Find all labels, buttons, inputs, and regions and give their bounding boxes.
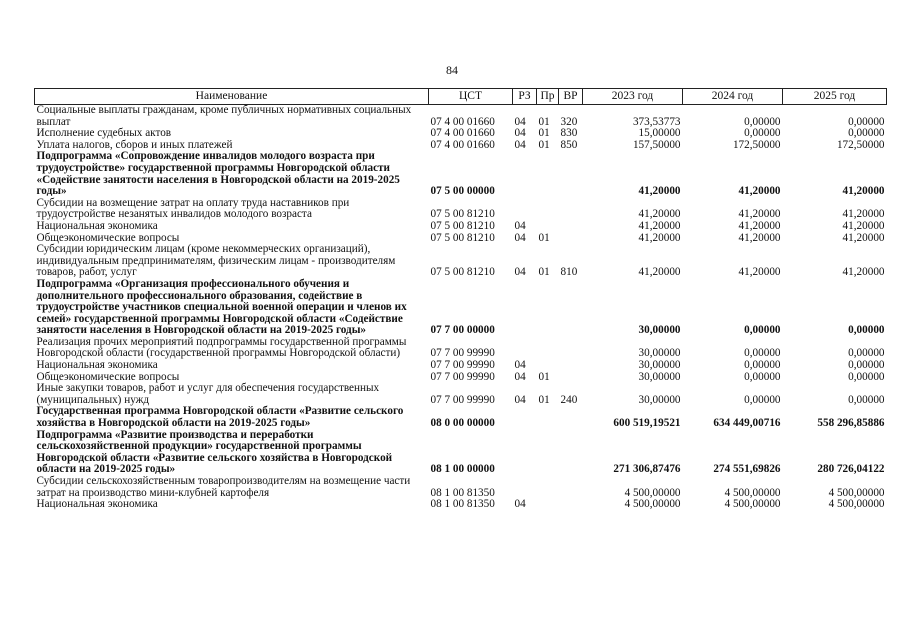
cell-cst: 08 1 00 81350	[430, 486, 495, 499]
cell-vr	[559, 360, 583, 372]
cell-rz: 04	[514, 498, 526, 511]
table-header	[35, 89, 887, 105]
cell-name: Иные закупки товаров, работ и услуг для обеспечения государственных (муниципальных) нужд	[36, 382, 380, 406]
cell-2025: 0,00000	[848, 127, 885, 140]
cell-2025: 41,20000	[842, 231, 885, 244]
cell-name: Субсидии юридическим лицам (кроме некоммерческих организаций), индивидуальным предпринимателям, физическим лицам - производителям товаров, работ, услуг	[36, 243, 396, 279]
cell-2023: 600 519,19521	[613, 417, 681, 430]
cell-2024: 41,20000	[738, 266, 781, 279]
cell-cst: 07 5 00 81210	[430, 208, 495, 221]
table-row	[35, 499, 887, 511]
cell-2024: 4 500,00000	[724, 486, 781, 499]
cell-2023: 30,00000	[638, 324, 681, 337]
cell-2024: 274 551,69826	[713, 463, 781, 476]
header-rz: РЗ	[513, 89, 537, 105]
table-body	[35, 105, 887, 511]
cell-rz	[513, 476, 537, 499]
cell-cst: 07 4 00 01660	[430, 115, 495, 128]
cell-2025: 41,20000	[842, 266, 885, 279]
cell-2025: 4 500,00000	[828, 486, 885, 499]
cell-rz: 04	[514, 115, 526, 128]
cell-2023: 4 500,00000	[624, 486, 681, 499]
cell-name: Общеэкономические вопросы	[36, 231, 180, 244]
cell-rz	[513, 430, 537, 476]
cell-pr: 01	[538, 370, 550, 383]
cell-2023: 30,00000	[638, 370, 681, 383]
cell-name: Подпрограмма «Сопровождение инвалидов молодого возраста при трудоустройстве» государственной программы Новгородской области «Содействие занятости населения в Новгородской области на 2019-2025 годы»	[36, 150, 400, 198]
cell-vr	[559, 499, 583, 511]
cell-2025: 0,00000	[848, 359, 885, 372]
cell-2023: 30,00000	[638, 393, 681, 406]
cell-2023: 41,20000	[638, 219, 681, 232]
cell-rz: 04	[514, 370, 526, 383]
cell-2025: 0,00000	[848, 347, 885, 360]
table-row	[35, 360, 887, 372]
cell-pr: 01	[538, 231, 550, 244]
cell-rz: 04	[514, 138, 526, 151]
cell-vr	[559, 406, 583, 429]
cell-rz: 04	[514, 266, 526, 279]
cell-2023: 30,00000	[638, 347, 681, 360]
cell-name: Социальные выплаты гражданам, кроме публичных нормативных социальных выплат	[36, 104, 412, 128]
cell-vr	[559, 151, 583, 197]
cell-2024: 0,00000	[744, 324, 781, 337]
table-row	[35, 105, 887, 129]
cell-2025: 0,00000	[848, 324, 885, 337]
cell-vr	[559, 221, 583, 233]
cell-2024: 634 449,00716	[713, 417, 781, 430]
cell-2023: 41,20000	[638, 185, 681, 198]
cell-rz: 04	[514, 219, 526, 232]
cell-2024: 0,00000	[744, 359, 781, 372]
cell-cst: 07 5 00 81210	[430, 219, 495, 232]
cell-cst: 07 4 00 01660	[430, 127, 495, 140]
cell-pr: 01	[538, 127, 550, 140]
cell-2024: 41,20000	[738, 208, 781, 221]
cell-pr	[537, 476, 559, 499]
cell-2025: 0,00000	[848, 393, 885, 406]
cell-2023: 271 306,87476	[613, 463, 681, 476]
cell-2023: 373,53773	[632, 115, 681, 128]
header-name: Наименование	[35, 89, 429, 105]
cell-name: Уплата налогов, сборов и иных платежей	[36, 138, 233, 151]
cell-rz	[513, 337, 537, 360]
cell-cst: 07 5 00 81210	[430, 231, 495, 244]
page-number: 84	[446, 63, 458, 77]
cell-pr	[537, 198, 559, 221]
cell-2025: 41,20000	[842, 185, 885, 198]
cell-name: Субсидии на возмещение затрат на оплату труда наставников при трудоустройстве незанятых инвалидов молодого возраста	[36, 196, 350, 221]
cell-2024: 41,20000	[738, 185, 781, 198]
table-row	[35, 406, 887, 429]
cell-rz	[513, 279, 537, 337]
cell-pr	[537, 337, 559, 360]
cell-cst: 07 4 00 01660	[430, 138, 495, 151]
table-row	[35, 476, 887, 499]
cell-2024: 0,00000	[744, 115, 781, 128]
cell-2023: 15,00000	[638, 127, 681, 140]
cell-cst: 08 1 00 81350	[430, 498, 495, 511]
cell-pr	[537, 499, 559, 511]
cell-name: Государственная программа Новгородской области «Развитие сельского хозяйства в Новгородской области на 2019-2025 годы»	[36, 405, 404, 430]
cell-vr: 320	[560, 115, 578, 128]
cell-name: Подпрограмма «Организация профессионального обучения и дополнительного профессионального образования, содействие в трудоустройстве участников специальной военной операции и членов их семей» государственной программы Новгородской области «Содействие занятости населения в Новгородской области на 2019-2025 годы»	[36, 277, 407, 337]
cell-pr	[537, 360, 559, 372]
cell-rz	[513, 198, 537, 221]
cell-vr	[559, 372, 583, 384]
cell-cst: 08 1 00 00000	[430, 463, 495, 476]
table-row	[35, 279, 887, 337]
cell-2025: 4 500,00000	[828, 498, 885, 511]
cell-cst: 07 7 00 99990	[430, 370, 495, 383]
cell-cst: 07 5 00 81210	[430, 266, 495, 279]
cell-vr: 240	[560, 393, 578, 406]
cell-2024: 0,00000	[744, 127, 781, 140]
cell-rz: 04	[514, 127, 526, 140]
table-row	[35, 337, 887, 360]
cell-vr	[559, 233, 583, 245]
cell-vr: 850	[560, 138, 578, 151]
table-row	[35, 151, 887, 197]
cell-2024: 41,20000	[738, 231, 781, 244]
cell-vr	[559, 279, 583, 337]
cell-2024: 172,50000	[732, 138, 781, 151]
cell-rz: 04	[514, 393, 526, 406]
cell-pr: 01	[538, 393, 550, 406]
cell-2025: 41,20000	[842, 219, 885, 232]
cell-2023: 41,20000	[638, 208, 681, 221]
cell-name: Субсидии сельскохозяйственным товаропроизводителям на возмещение части затрат на производство мини-клубней картофеля	[36, 475, 411, 499]
cell-name: Национальная экономика	[36, 498, 158, 511]
cell-vr: 810	[560, 266, 578, 279]
cell-2024: 41,20000	[738, 219, 781, 232]
cell-2023: 4 500,00000	[624, 498, 681, 511]
cell-2024: 0,00000	[744, 347, 781, 360]
header-2025: 2025 год	[783, 89, 887, 105]
cell-2023: 157,50000	[632, 138, 681, 151]
table-row	[35, 198, 887, 221]
cell-2025: 558 296,85886	[817, 417, 885, 430]
cell-name: Исполнение судебных актов	[36, 127, 172, 140]
cell-pr: 01	[538, 266, 550, 279]
cell-2025: 0,00000	[848, 115, 885, 128]
header-2023: 2023 год	[583, 89, 683, 105]
header-cst: ЦСТ	[429, 89, 513, 105]
cell-cst: 07 7 00 99990	[430, 359, 495, 372]
cell-2025: 172,50000	[836, 138, 885, 151]
cell-name: Национальная экономика	[36, 359, 158, 372]
header-2024: 2024 год	[683, 89, 783, 105]
cell-2024: 4 500,00000	[724, 498, 781, 511]
cell-rz: 04	[514, 231, 526, 244]
cell-pr	[537, 221, 559, 233]
cell-2025: 0,00000	[848, 370, 885, 383]
cell-cst: 07 7 00 99990	[430, 347, 495, 360]
header-vr: ВР	[559, 89, 583, 105]
cell-vr: 830	[560, 127, 578, 140]
cell-2025: 41,20000	[842, 208, 885, 221]
cell-name: Подпрограмма «Развитие производства и переработки сельскохозяйственной продукции» государственной программы Новгородской области «Развитие сельского хозяйства в Новгородской области на 2019-2025 годы»	[36, 428, 393, 476]
cell-cst: 07 7 00 99990	[430, 393, 495, 406]
cell-vr	[559, 198, 583, 221]
cell-2023: 30,00000	[638, 359, 681, 372]
cell-pr	[537, 430, 559, 476]
table-row	[35, 221, 887, 233]
cell-cst: 08 0 00 00000	[430, 417, 495, 430]
cell-cst: 07 7 00 00000	[430, 324, 495, 337]
cell-2023: 41,20000	[638, 231, 681, 244]
cell-pr: 01	[538, 115, 550, 128]
cell-pr	[537, 279, 559, 337]
cell-2024: 0,00000	[744, 370, 781, 383]
table-row	[35, 430, 887, 476]
cell-pr	[537, 406, 559, 429]
table-row	[35, 244, 887, 279]
budget-table	[34, 88, 887, 511]
cell-pr: 01	[538, 138, 550, 151]
cell-rz	[513, 151, 537, 197]
cell-name: Общеэкономические вопросы	[36, 370, 180, 383]
cell-vr	[559, 337, 583, 360]
cell-2025: 280 726,04122	[817, 463, 885, 476]
cell-vr	[559, 476, 583, 499]
cell-cst: 07 5 00 00000	[430, 185, 495, 198]
cell-pr	[537, 151, 559, 197]
cell-2024: 0,00000	[744, 393, 781, 406]
table-row	[35, 383, 887, 406]
cell-name: Национальная экономика	[36, 219, 158, 232]
cell-vr	[559, 430, 583, 476]
cell-rz	[513, 406, 537, 429]
cell-rz: 04	[514, 359, 526, 372]
cell-2023: 41,20000	[638, 266, 681, 279]
header-pr: Пр	[537, 89, 559, 105]
cell-name: Реализация прочих мероприятий подпрограммы государственной программы Новгородской области (государственной программы Новгородской области)	[36, 335, 407, 360]
